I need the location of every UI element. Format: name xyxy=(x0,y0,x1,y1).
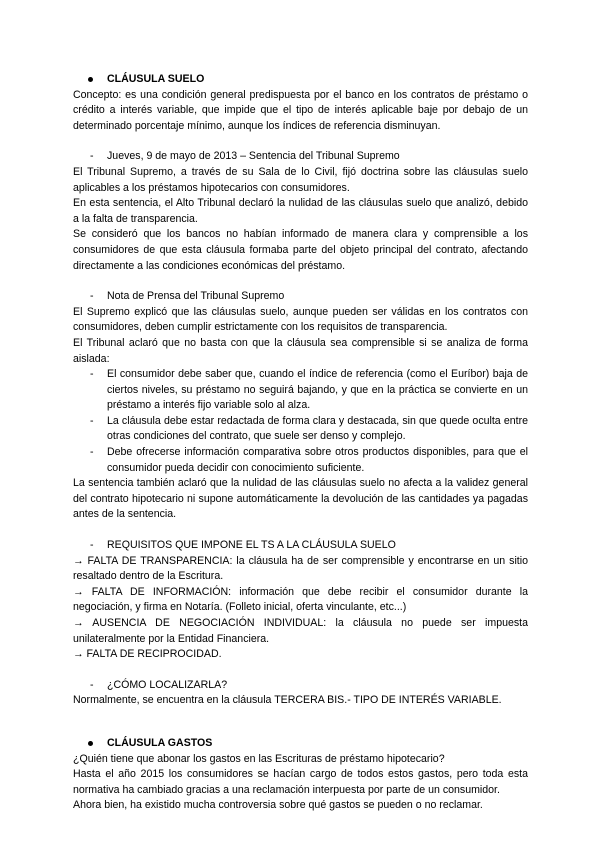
paragraph: Hasta el año 2015 los consumidores se hacían cargo de todos estos gastos, pero toda esta normativa ha cambiado gracias a una reclamación interpuesta por parte de un consumidor. xyxy=(73,768,528,796)
dash-marker: - xyxy=(90,150,94,163)
list-item-text: La cláusula debe estar redactada de forma clara y destacada, sin que quede oculta entre otras condiciones del contrato, que suele ser denso y complejo. xyxy=(107,414,528,443)
subheading-requisitos xyxy=(90,538,528,554)
paragraph: Normalmente, se encuentra en la cláusula TERCERA BIS.- TIPO DE INTERÉS VARIABLE. xyxy=(73,694,502,707)
paragraph: El Tribunal aclaró que no basta con que la cláusula sea comprensible si se analiza de forma aislada: xyxy=(73,336,528,365)
dash-marker: - xyxy=(90,290,94,303)
dash-marker: - xyxy=(90,446,94,459)
section-heading-clausula-gastos xyxy=(88,736,528,752)
paragraph: La sentencia también aclaró que la nulidad de las cláusulas suelo no afecta a la validez general del contrato hipotecario ni supone automáticamente la devolución de las cantidades ya pagadas antes de la sentencia. xyxy=(73,477,528,521)
list-item-text: El consumidor debe saber que, cuando el índice de referencia (como el Euríbor) baja de ciertos niveles, su préstamo no seguirá bajando, y que en la práctica se convierte en un préstamo a interés fijo variable solo al alza. xyxy=(107,368,528,412)
requirement-reciprocidad: → FALTA DE RECIPROCIDAD. xyxy=(73,648,222,661)
subheading-text: ¿CÓMO LOCALIZARLA? xyxy=(107,678,228,691)
list-item-text: Debe ofrecerse información comparativa sobre otros productos disponibles, para que el consumidor pueda decidir con conocimiento suficiente. xyxy=(107,446,528,474)
section-heading-clausula-suelo xyxy=(88,72,528,88)
section-title: CLÁUSULA SUELO xyxy=(107,73,205,85)
paragraph: En esta sentencia, el Alto Tribunal declaró la nulidad de las cláusulas suelo que analizó, debido a la falta de transparencia. xyxy=(73,197,528,225)
bullet-icon xyxy=(88,77,93,82)
concept-paragraph: Concepto: es una condición general predispuesta por el banco en los contratos de préstamo o crédito a interés variable, que impide que el tipo de interés aplicable baje por debajo de un determinado porcentaje mínimo, aunque los índices de referencia disminuyan. xyxy=(73,88,528,132)
dash-marker: - xyxy=(90,678,94,691)
paragraph: Se consideró que los bancos no habían informado de manera clara y comprensible a los consumidores de que esta cláusula formaba parte del objeto principal del contrato, afectando directamente a las condiciones económicas del préstamo. xyxy=(73,228,528,272)
list-item xyxy=(90,367,528,414)
dash-marker: - xyxy=(90,368,94,381)
dash-marker: - xyxy=(90,539,94,552)
section-title: CLÁUSULA GASTOS xyxy=(107,736,213,749)
subheading-localizar xyxy=(90,678,528,694)
dash-marker: - xyxy=(90,414,94,427)
paragraph: El Tribunal Supremo, a través de su Sala de lo Civil, fijó doctrina sobre las cláusulas suelo aplicables a los préstamos hipotecarios con consumidores. xyxy=(73,165,528,194)
bullet-icon xyxy=(88,741,93,746)
list-item xyxy=(90,445,528,476)
subheading-text: Nota de Prensa del Tribunal Supremo xyxy=(107,290,285,303)
paragraph: El Supremo explicó que las cláusulas suelo, aunque pueden ser válidas en los contratos con consumidores, deben cumplir estrictamente con los requisitos de transparencia. xyxy=(73,305,528,334)
requirement-informacion: → FALTA DE INFORMACIÓN: información que debe recibir el consumidor durante la negociación, y firma en Notaría. (Folleto inicial, oferta vinculante, etc...) xyxy=(73,585,528,614)
document-content xyxy=(73,72,528,814)
paragraph: Ahora bien, ha existido mucha controversia sobre qué gastos se pueden o no reclamar. xyxy=(73,799,483,812)
subheading-nota-prensa xyxy=(90,289,528,305)
list-item xyxy=(90,414,528,445)
subheading-sentencia xyxy=(90,149,528,165)
question-paragraph: ¿Quién tiene que abonar los gastos en las Escrituras de préstamo hipotecario? xyxy=(73,752,445,765)
subheading-text: REQUISITOS QUE IMPONE EL TS A LA CLÁUSULA SUELO xyxy=(107,539,396,552)
requirement-transparencia: → FALTA DE TRANSPARENCIA: la cláusula ha de ser comprensible y encontrarse en un sitio resaltado dentro de la Escritura. xyxy=(73,554,528,583)
requirement-negociacion: → AUSENCIA DE NEGOCIACIÓN INDIVIDUAL: la cláusula no puede ser impuesta unilateralmente por la Entidad Financiera. xyxy=(73,617,528,645)
subheading-text: Jueves, 9 de mayo de 2013 – Sentencia del Tribunal Supremo xyxy=(107,150,400,163)
